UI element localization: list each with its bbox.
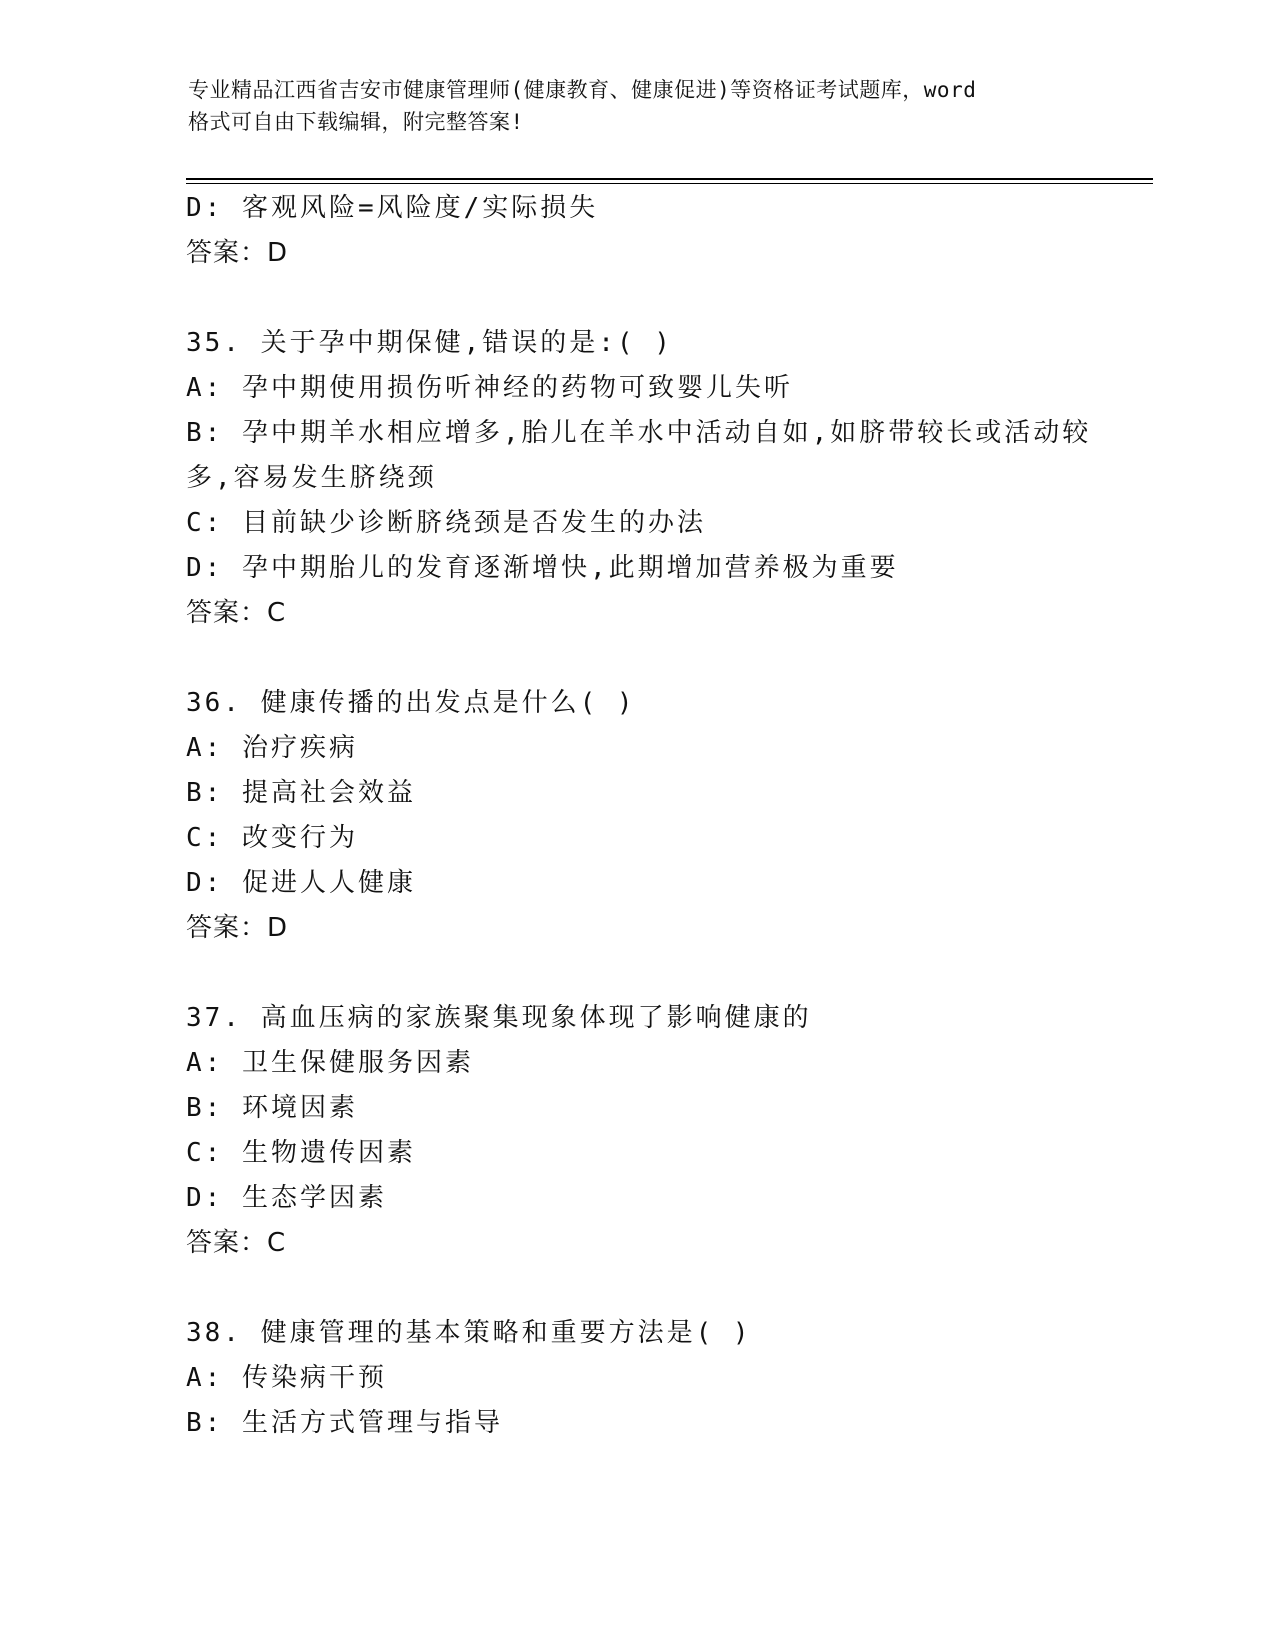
q36-question: 36. 健康传播的出发点是什么( ) bbox=[186, 688, 636, 718]
q37-option-d: D: 生态学因素 bbox=[186, 1183, 387, 1213]
q37-option-a: A: 卫生保健服务因素 bbox=[186, 1048, 474, 1078]
q36-option-c: C: 改变行为 bbox=[186, 823, 358, 853]
q37-question: 37. 高血压病的家族聚集现象体现了影响健康的 bbox=[186, 1003, 812, 1033]
q38-option-a: A: 传染病干预 bbox=[186, 1363, 387, 1393]
header-line-1: 专业精品江西省吉安市健康管理师(健康教育、健康促进)等资格证考试题库，word bbox=[188, 78, 977, 102]
q35-option-d: D: 孕中期胎儿的发育逐渐增快,此期增加营养极为重要 bbox=[186, 553, 899, 583]
header-line-2: 格式可自由下载编辑，附完整答案! bbox=[188, 110, 524, 134]
q36-option-a: A: 治疗疾病 bbox=[186, 733, 358, 763]
q36-answer: 答案：D bbox=[186, 913, 289, 943]
q37-option-b: B: 环境因素 bbox=[186, 1093, 358, 1123]
q35-question: 35. 关于孕中期保健,错误的是:( ) bbox=[186, 328, 673, 358]
q35-option-b-line1: B: 孕中期羊水相应增多,胎儿在羊水中活动自如,如脐带较长或活动较 bbox=[186, 418, 1092, 448]
header-rule-thin bbox=[186, 183, 1153, 184]
q37-option-c: C: 生物遗传因素 bbox=[186, 1138, 416, 1168]
q37-answer: 答案：C bbox=[186, 1228, 287, 1258]
q36-option-b: B: 提高社会效益 bbox=[186, 778, 416, 808]
q38-question: 38. 健康管理的基本策略和重要方法是( ) bbox=[186, 1318, 752, 1348]
prev-answer: 答案：D bbox=[186, 238, 289, 268]
document-header bbox=[188, 74, 1088, 138]
prev-option-d: D: 客观风险=风险度/实际损失 bbox=[186, 193, 599, 223]
q35-option-a: A: 孕中期使用损伤听神经的药物可致婴儿失听 bbox=[186, 373, 793, 403]
q38-option-b: B: 生活方式管理与指导 bbox=[186, 1408, 503, 1438]
q35-option-b-line2: 多,容易发生脐绕颈 bbox=[186, 463, 437, 493]
q35-option-c: C: 目前缺少诊断脐绕颈是否发生的办法 bbox=[186, 508, 706, 538]
q35-answer: 答案：C bbox=[186, 598, 287, 628]
q36-option-d: D: 促进人人健康 bbox=[186, 868, 416, 898]
header-rule-thick bbox=[186, 178, 1153, 180]
